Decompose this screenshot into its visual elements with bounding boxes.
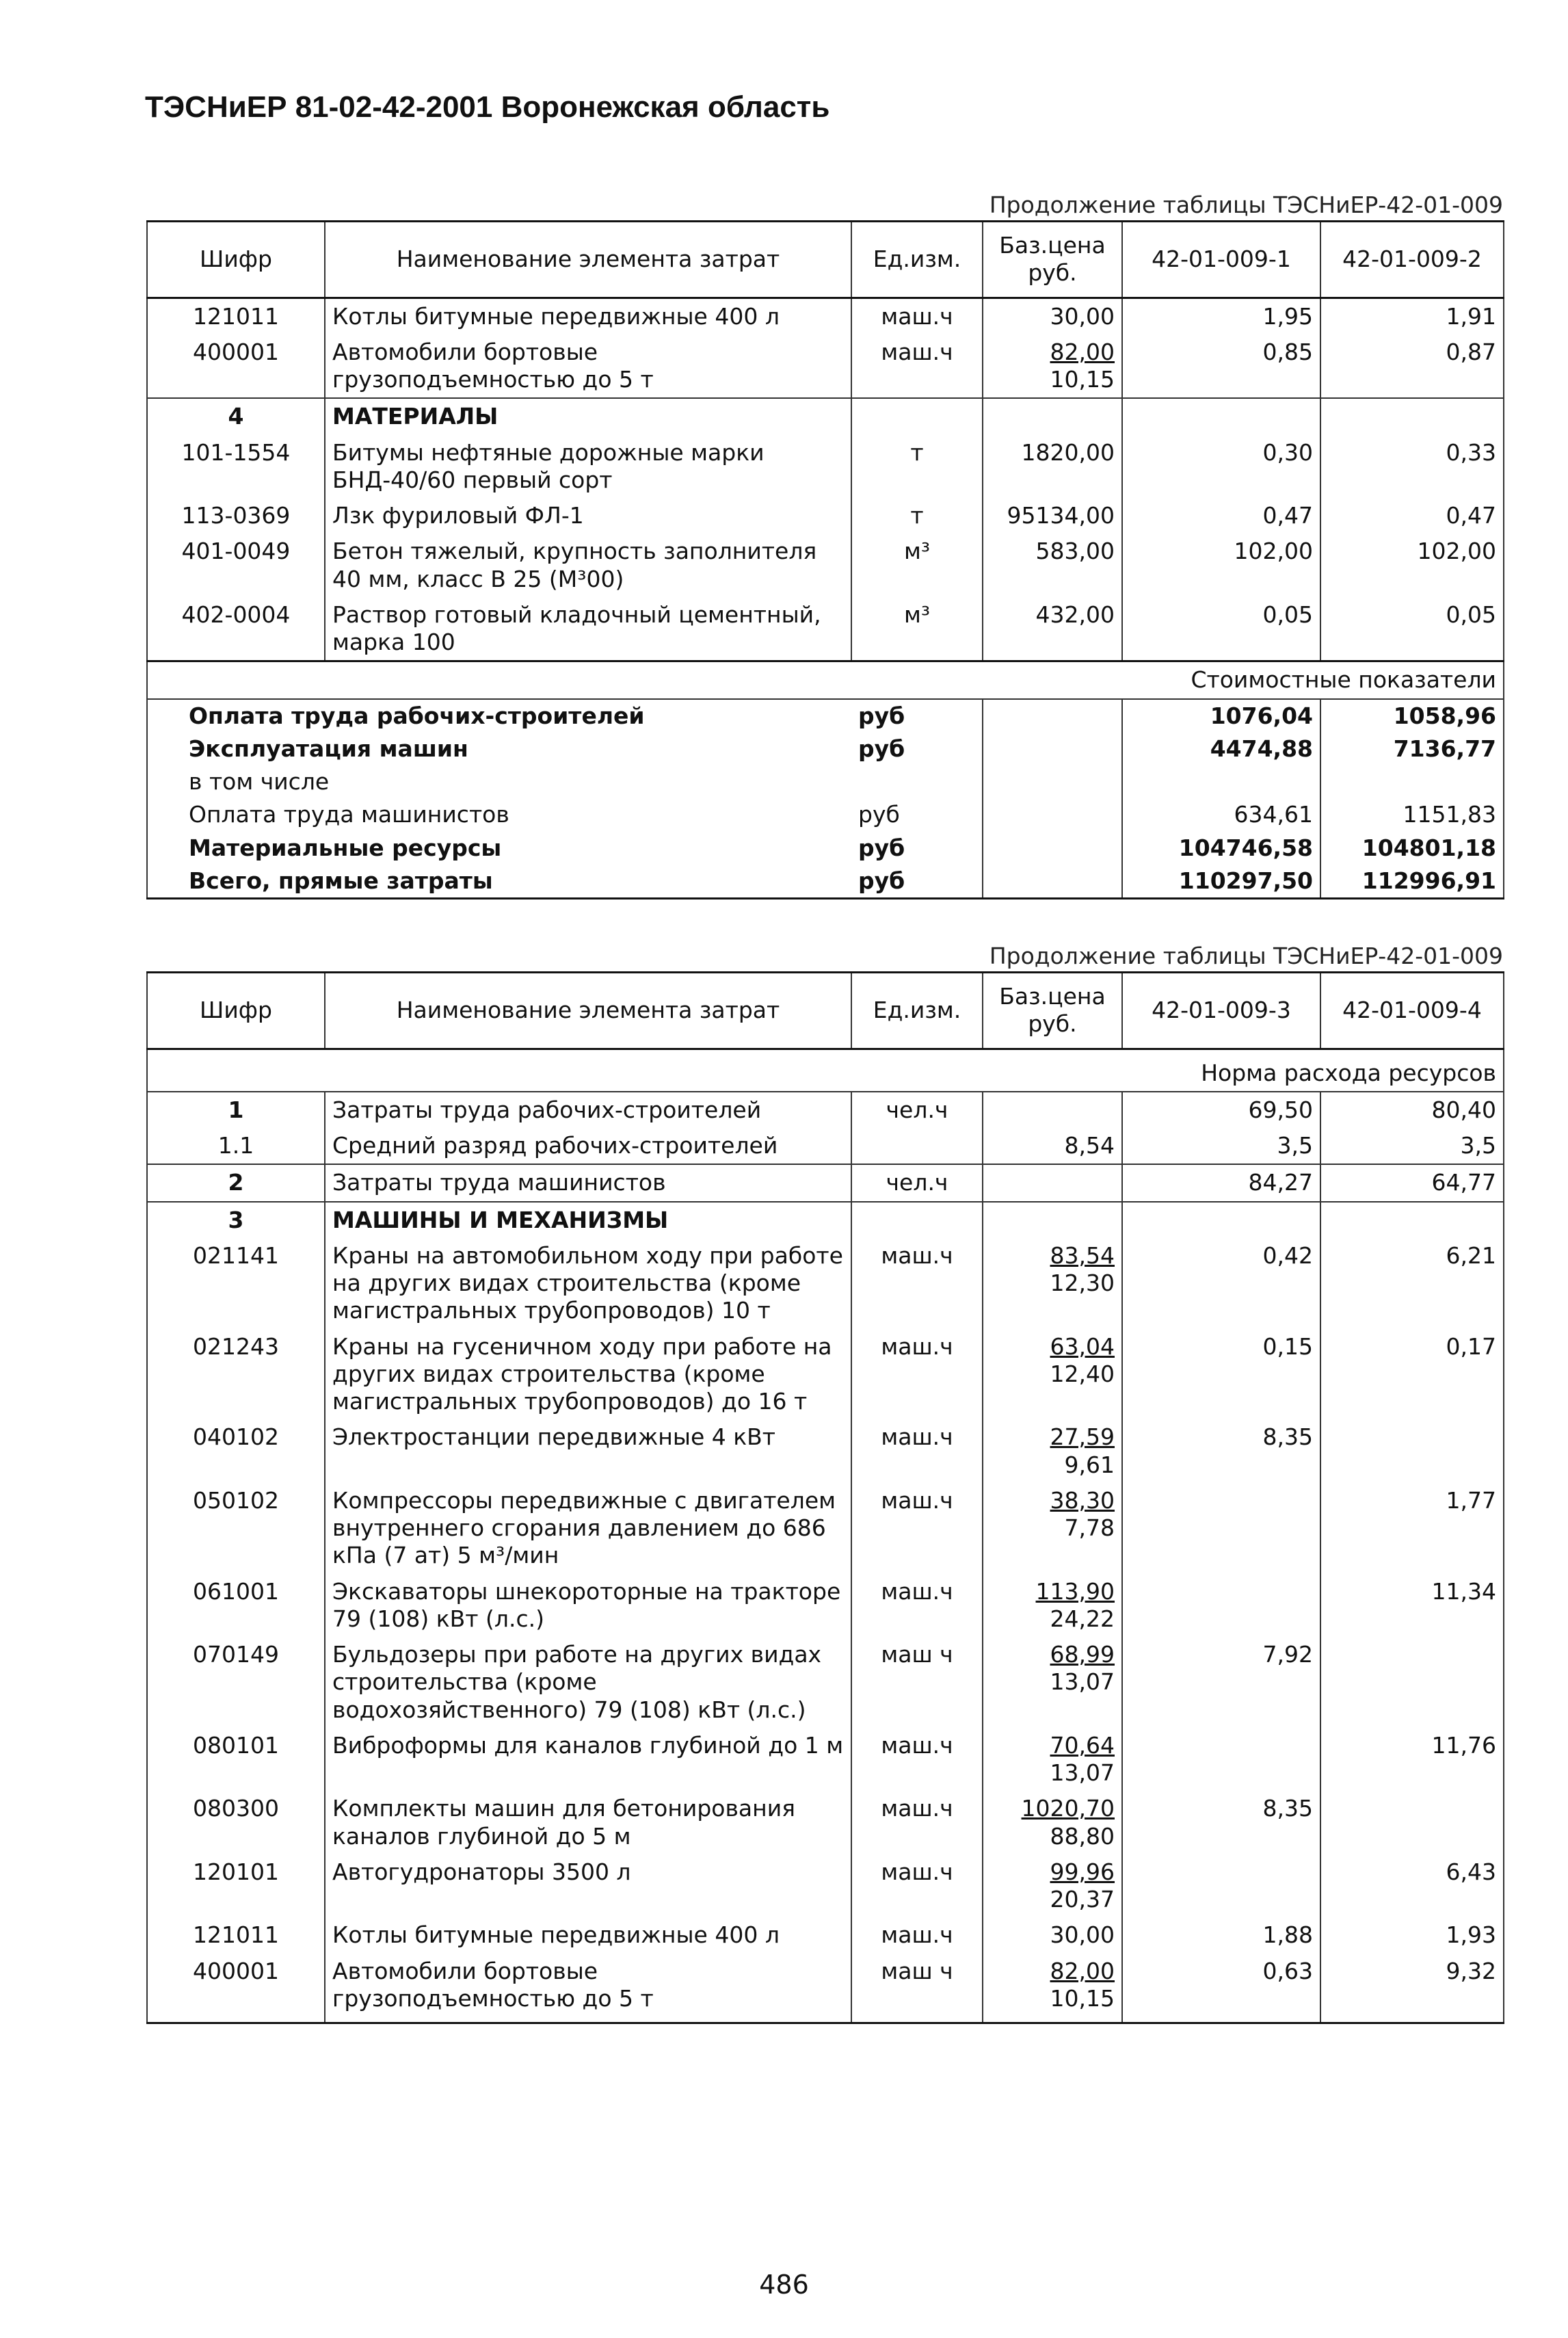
table2 xyxy=(146,971,1504,2024)
row-v2: 11,34 xyxy=(1320,1574,1504,1638)
col-unit-header: Ед.изм. xyxy=(851,222,983,298)
row-name: Автомобили бортовые грузоподъемностью до 5 т xyxy=(325,334,851,399)
table2-caption: Продолжение таблицы ТЭСНиЕР-42-01-009 xyxy=(989,943,1503,969)
price-base: 68,99 xyxy=(1050,1641,1115,1668)
table-row xyxy=(147,1637,1504,1728)
row-price xyxy=(983,1329,1122,1420)
totals-row xyxy=(147,832,1504,865)
row-code: 2 xyxy=(147,1164,325,1201)
row-v2 xyxy=(1320,1419,1504,1483)
price-wage: 12,40 xyxy=(1050,1360,1115,1387)
total-v2: 104801,18 xyxy=(1320,832,1504,865)
row-name: Котлы битумные передвижные 400 л xyxy=(325,298,851,334)
section-title: МАШИНЫ И МЕХАНИЗМЫ xyxy=(325,1202,851,1238)
price-base: 82,00 xyxy=(1050,1957,1115,1984)
norm-row xyxy=(147,1049,1504,1092)
row-v1: 0,05 xyxy=(1122,597,1320,661)
row-name: Битумы нефтяные дорожные марки БНД-40/60 первый сорт xyxy=(325,435,851,499)
totals-row xyxy=(147,765,1504,798)
row-name: Автомобили бортовые грузоподъемностью до 5 т xyxy=(325,1954,851,2023)
row-v2: 3,5 xyxy=(1320,1128,1504,1164)
indicators-row xyxy=(147,661,1504,699)
row-price xyxy=(983,1164,1122,1201)
table-row xyxy=(147,1128,1504,1164)
col-v1-header: 42-01-009-3 xyxy=(1122,973,1320,1049)
row-v1: 0,47 xyxy=(1122,498,1320,534)
row-name: Котлы битумные передвижные 400 л xyxy=(325,1917,851,1953)
row-price: 583,00 xyxy=(983,534,1122,597)
row-v2: 0,87 xyxy=(1320,334,1504,399)
row-v1: 0,30 xyxy=(1122,435,1320,499)
row-v2: 1,91 xyxy=(1320,298,1504,334)
row-unit: маш.ч xyxy=(851,1728,983,1791)
row-code: 113-0369 xyxy=(147,498,325,534)
price-base: 113,90 xyxy=(1035,1577,1115,1605)
row-v1 xyxy=(1122,1854,1320,1918)
section-row xyxy=(147,398,1504,434)
total-v2: 112996,91 xyxy=(1320,865,1504,899)
row-v1: 84,27 xyxy=(1122,1164,1320,1201)
section-title: МАТЕРИАЛЫ xyxy=(325,398,851,434)
section-code: 3 xyxy=(147,1202,325,1238)
row-name: Виброформы для каналов глубиной до 1 м xyxy=(325,1728,851,1791)
total-v1: 1076,04 xyxy=(1122,699,1320,733)
table1 xyxy=(146,220,1504,899)
row-unit: маш.ч xyxy=(851,1791,983,1854)
total-v1: 634,61 xyxy=(1122,798,1320,831)
row-name: Электростанции передвижные 4 кВт xyxy=(325,1419,851,1483)
row-unit: чел.ч xyxy=(851,1092,983,1128)
row-name: Раствор готовый кладочный цементный, марка 100 xyxy=(325,597,851,661)
row-name: Бетон тяжелый, крупность заполнителя 40 мм, класс В 25 (М³00) xyxy=(325,534,851,597)
row-price xyxy=(983,1574,1122,1638)
row-unit: маш.ч xyxy=(851,1419,983,1483)
total-unit: руб xyxy=(851,865,983,899)
row-v2: 1,93 xyxy=(1320,1917,1504,1953)
row-v2: 0,17 xyxy=(1320,1329,1504,1420)
price-wage: 13,07 xyxy=(1050,1759,1115,1786)
row-unit: чел.ч xyxy=(851,1164,983,1201)
row-code: 050102 xyxy=(147,1483,325,1574)
row-code: 121011 xyxy=(147,1917,325,1953)
price-wage: 20,37 xyxy=(1050,1886,1115,1913)
row-v2: 6,21 xyxy=(1320,1238,1504,1329)
row-unit: маш.ч xyxy=(851,1917,983,1953)
price-wage: 12,30 xyxy=(1050,1270,1115,1296)
row-price xyxy=(983,1419,1122,1483)
total-label: Оплата труда машинистов xyxy=(147,798,851,831)
table-row xyxy=(147,1483,1504,1574)
row-v1: 102,00 xyxy=(1122,534,1320,597)
row-unit: маш.ч xyxy=(851,1483,983,1574)
price-base: 1020,70 xyxy=(1021,1795,1115,1822)
row-price xyxy=(983,1954,1122,2023)
row-v1: 1,88 xyxy=(1122,1917,1320,1953)
page-number: 486 xyxy=(759,2270,809,2300)
table-row xyxy=(147,1329,1504,1420)
row-v1: 69,50 xyxy=(1122,1092,1320,1128)
row-price xyxy=(983,1791,1122,1854)
row-unit: маш.ч xyxy=(851,1238,983,1329)
price-wage: 13,07 xyxy=(1050,1668,1115,1696)
table-row xyxy=(147,1419,1504,1483)
table2-header-row xyxy=(147,973,1504,1049)
col-price-header: Баз.цена руб. xyxy=(983,222,1122,298)
price-wage: 24,22 xyxy=(1050,1605,1115,1632)
row-v1 xyxy=(1122,1728,1320,1791)
row-unit: м³ xyxy=(851,597,983,661)
table-row xyxy=(147,534,1504,597)
row-code: 121011 xyxy=(147,298,325,334)
document-header: ТЭСНиЕР 81-02-42-2001 Воронежская область xyxy=(145,90,830,124)
price-base: 38,30 xyxy=(1050,1486,1115,1514)
row-name: Затраты труда рабочих-строителей xyxy=(325,1092,851,1128)
row-v2: 64,77 xyxy=(1320,1164,1504,1201)
price-base: 70,64 xyxy=(1050,1731,1115,1759)
total-unit: руб xyxy=(851,699,983,733)
totals-row xyxy=(147,733,1504,765)
total-label: в том числе xyxy=(147,765,851,798)
row-v1: 0,15 xyxy=(1122,1329,1320,1420)
price-wage: 10,15 xyxy=(1050,366,1115,393)
row-price: 432,00 xyxy=(983,597,1122,661)
price-base: 99,96 xyxy=(1050,1858,1115,1885)
row-name: Краны на автомобильном ходу при работе на других видах строительства (кроме магистральных трубопроводов) 10 т xyxy=(325,1238,851,1329)
total-v2: 1151,83 xyxy=(1320,798,1504,831)
table1-header-row xyxy=(147,222,1504,298)
row-v2: 1,77 xyxy=(1320,1483,1504,1574)
row-name: Компрессоры передвижные с двигателем внутреннего сгорания давлением до 686 кПа (7 ат) 5 м³/мин xyxy=(325,1483,851,1574)
row-code: 401-0049 xyxy=(147,534,325,597)
row-v2 xyxy=(1320,1637,1504,1728)
row-price xyxy=(983,1238,1122,1329)
totals-row xyxy=(147,865,1504,899)
price-base: 63,04 xyxy=(1050,1332,1115,1360)
row-price xyxy=(983,1637,1122,1728)
price-wage: 10,15 xyxy=(1050,1984,1115,2012)
row-code: 1 xyxy=(147,1092,325,1128)
row-v1: 0,42 xyxy=(1122,1238,1320,1329)
col-v2-header: 42-01-009-2 xyxy=(1320,222,1504,298)
section-code: 4 xyxy=(147,398,325,434)
row-code: 120101 xyxy=(147,1854,325,1918)
row-unit: маш.ч xyxy=(851,1329,983,1420)
row-price xyxy=(983,1728,1122,1791)
total-unit: руб xyxy=(851,832,983,865)
row-unit: маш.ч xyxy=(851,1574,983,1638)
table-row xyxy=(147,1917,1504,1953)
row-name: Автогудронаторы 3500 л xyxy=(325,1854,851,1918)
row-code: 021141 xyxy=(147,1238,325,1329)
totals-row xyxy=(147,699,1504,733)
table-row xyxy=(147,1854,1504,1918)
col-code-header: Шифр xyxy=(147,222,325,298)
row-unit: маш.ч xyxy=(851,334,983,399)
row-v2: 0,33 xyxy=(1320,435,1504,499)
col-unit-header: Ед.изм. xyxy=(851,973,983,1049)
col-name-header: Наименование элемента затрат xyxy=(325,973,851,1049)
total-unit: руб xyxy=(851,798,983,831)
price-wage: 7,78 xyxy=(1064,1514,1115,1541)
row-unit: маш.ч xyxy=(851,1854,983,1918)
row-price xyxy=(983,1092,1122,1128)
row-code: 1.1 xyxy=(147,1128,325,1164)
row-price xyxy=(983,334,1122,399)
table-row xyxy=(147,1092,1504,1128)
table-row xyxy=(147,1164,1504,1201)
row-price: 95134,00 xyxy=(983,498,1122,534)
row-v1 xyxy=(1122,1574,1320,1638)
row-unit: т xyxy=(851,498,983,534)
row-v2: 9,32 xyxy=(1320,1954,1504,2023)
section-row xyxy=(147,1202,1504,1238)
row-price xyxy=(983,1854,1122,1918)
table-row xyxy=(147,1574,1504,1638)
table-row xyxy=(147,597,1504,661)
table-row xyxy=(147,435,1504,499)
table1-caption: Продолжение таблицы ТЭСНиЕР-42-01-009 xyxy=(989,192,1503,218)
row-v1: 3,5 xyxy=(1122,1128,1320,1164)
table-row xyxy=(147,1728,1504,1791)
table-row xyxy=(147,498,1504,534)
row-price xyxy=(983,1483,1122,1574)
table-row xyxy=(147,1238,1504,1329)
price-wage: 9,61 xyxy=(1064,1451,1115,1478)
row-price: 8,54 xyxy=(983,1128,1122,1164)
row-unit: т xyxy=(851,435,983,499)
row-price: 30,00 xyxy=(983,298,1122,334)
price-wage: 88,80 xyxy=(1050,1822,1115,1850)
row-v1: 7,92 xyxy=(1122,1637,1320,1728)
row-code: 101-1554 xyxy=(147,435,325,499)
row-unit: маш ч xyxy=(851,1637,983,1728)
row-code: 080101 xyxy=(147,1728,325,1791)
total-label: Всего, прямые затраты xyxy=(147,865,851,899)
row-v1 xyxy=(1122,1483,1320,1574)
row-unit: м³ xyxy=(851,534,983,597)
row-v1: 0,63 xyxy=(1122,1954,1320,2023)
row-v1: 0,85 xyxy=(1122,334,1320,399)
total-v1: 110297,50 xyxy=(1122,865,1320,899)
total-v2: 7136,77 xyxy=(1320,733,1504,765)
row-code: 021243 xyxy=(147,1329,325,1420)
table-row xyxy=(147,1954,1504,2023)
indicators-label: Стоимостные показатели xyxy=(147,661,1504,699)
row-name: Средний разряд рабочих-строителей xyxy=(325,1128,851,1164)
col-name-header: Наименование элемента затрат xyxy=(325,222,851,298)
row-v2: 80,40 xyxy=(1320,1092,1504,1128)
row-v1: 1,95 xyxy=(1122,298,1320,334)
row-code: 400001 xyxy=(147,1954,325,2023)
row-name: Бульдозеры при работе на других видах строительства (кроме водохозяйственного) 79 (108) кВт (л.с.) xyxy=(325,1637,851,1728)
row-unit xyxy=(851,1128,983,1164)
col-code-header: Шифр xyxy=(147,973,325,1049)
row-code: 080300 xyxy=(147,1791,325,1854)
row-v2 xyxy=(1320,1791,1504,1854)
row-name: Лзк фуриловый ФЛ-1 xyxy=(325,498,851,534)
row-code: 070149 xyxy=(147,1637,325,1728)
row-code: 061001 xyxy=(147,1574,325,1638)
total-unit: руб xyxy=(851,733,983,765)
row-code: 040102 xyxy=(147,1419,325,1483)
row-name: Экскаваторы шнекороторные на тракторе 79 (108) кВт (л.с.) xyxy=(325,1574,851,1638)
row-v2: 11,76 xyxy=(1320,1728,1504,1791)
row-v2: 0,05 xyxy=(1320,597,1504,661)
row-code: 402-0004 xyxy=(147,597,325,661)
table-row xyxy=(147,1791,1504,1854)
row-v1: 8,35 xyxy=(1122,1419,1320,1483)
row-v1: 8,35 xyxy=(1122,1791,1320,1854)
row-v2: 6,43 xyxy=(1320,1854,1504,1918)
price-base: 27,59 xyxy=(1050,1423,1115,1451)
row-unit: маш ч xyxy=(851,1954,983,2023)
total-label: Эксплуатация машин xyxy=(147,733,851,765)
row-code: 400001 xyxy=(147,334,325,399)
row-name: Комплекты машин для бетонирования каналов глубиной до 5 м xyxy=(325,1791,851,1854)
row-unit: маш.ч xyxy=(851,298,983,334)
row-name: Затраты труда машинистов xyxy=(325,1164,851,1201)
row-price: 1820,00 xyxy=(983,435,1122,499)
total-label: Материальные ресурсы xyxy=(147,832,851,865)
total-v2: 1058,96 xyxy=(1320,699,1504,733)
row-v2: 102,00 xyxy=(1320,534,1504,597)
row-v2: 0,47 xyxy=(1320,498,1504,534)
table-row xyxy=(147,334,1504,399)
row-price: 30,00 xyxy=(983,1917,1122,1953)
totals-row xyxy=(147,798,1504,831)
total-v1: 4474,88 xyxy=(1122,733,1320,765)
row-name: Краны на гусеничном ходу при работе на других видах строительства (кроме магистральных трубопроводов) до 16 т xyxy=(325,1329,851,1420)
col-price-header: Баз.цена руб. xyxy=(983,973,1122,1049)
table-row xyxy=(147,298,1504,334)
price-base: 82,00 xyxy=(1050,338,1115,365)
total-v1: 104746,58 xyxy=(1122,832,1320,865)
price-base: 83,54 xyxy=(1050,1242,1115,1269)
norm-label: Норма расхода ресурсов xyxy=(147,1049,1504,1092)
col-v1-header: 42-01-009-1 xyxy=(1122,222,1320,298)
col-v2-header: 42-01-009-4 xyxy=(1320,973,1504,1049)
total-label: Оплата труда рабочих-строителей xyxy=(147,699,851,733)
